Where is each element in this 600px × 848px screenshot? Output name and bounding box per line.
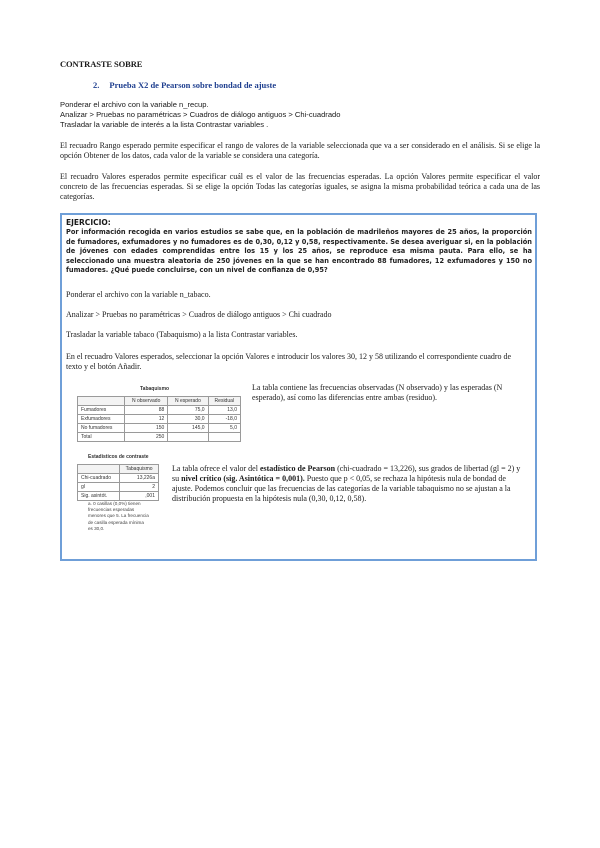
table-cell: Sig. asintót. xyxy=(78,492,120,501)
exercise-step-3: Trasladar la variable tabaco (Tabaquismo) a la lista Contrastar variables. xyxy=(66,330,298,339)
table-row xyxy=(78,474,159,483)
table-cell: 88 xyxy=(125,406,168,415)
table-cell: gl xyxy=(78,483,120,492)
table-cell: Fumadores xyxy=(78,406,125,415)
table-header-row xyxy=(78,397,241,406)
table-cell: -18,0 xyxy=(208,415,240,424)
table-header-cell: N observado xyxy=(125,397,168,406)
table-cell xyxy=(208,433,240,442)
table-cell: 2 xyxy=(120,483,159,492)
paragraph-valores-esperados: El recuadro Valores esperados permite especificar cuál es el valor de las frecuencias esperadas. La opción Valores permite especificar el valor concreto de las frecuencias esperadas. Si se elige la opción Todas las categorías iguales, se asigna la misma probabilidad teórica a cada una de las categorías. xyxy=(60,172,540,201)
table-cell: 5,0 xyxy=(208,424,240,433)
table-tabaquismo-comment: La tabla contiene las frecuencias observadas (N observado) y las esperadas (N esperado), así como las diferencias entre ambas (residuo). xyxy=(252,383,503,402)
intro-line-3: Trasladar la variable de interés a la lista Contrastar variables . xyxy=(60,120,269,129)
table-row xyxy=(78,406,241,415)
comment-text: Puesto que p < 0,05, se rechaza la hipótesis nula de bondad de ajuste. Podemos concluir que las frecuencias de las categorías de la variable tabaquismo no se ajustan a la distribución propuesta en la hipótesis nula (0,30, 0,12, 0,58). xyxy=(172,474,511,503)
comment-bold: estadístico de Pearson xyxy=(259,464,336,473)
table-cell: 150 xyxy=(125,424,168,433)
exercise-step-1: Ponderar el archivo con la variable n_tabaco. xyxy=(66,290,211,299)
table-cell: 250 xyxy=(125,433,168,442)
table-header-cell xyxy=(78,397,125,406)
section-number: 2. xyxy=(93,80,100,90)
table-estadisticos-comment xyxy=(172,464,528,504)
table-cell: 75,0 xyxy=(168,406,208,415)
table-row xyxy=(78,433,241,442)
table-estadisticos-footnote: a. 0 casillas (0,0%) tienen frecuencias esperadas menores que 5. La frecuencia de casilla esperada mínima es 30,0. xyxy=(88,501,149,531)
table-tabaquismo xyxy=(77,396,241,442)
table-cell: Exfumadores xyxy=(78,415,125,424)
table-cell: No fumadores xyxy=(78,424,125,433)
exercise-label: EJERCICIO: xyxy=(66,218,111,227)
comment-bold: nivel crítico (sig. Asintótica = 0,001). xyxy=(181,474,305,483)
table-header-cell: N esperado xyxy=(168,397,208,406)
table-header-cell xyxy=(78,465,120,474)
table-header-cell: Residual xyxy=(208,397,240,406)
table-cell: 145,0 xyxy=(168,424,208,433)
comment-text: (chi-cuadrado = 13,226), sus grados de libertad (gl = 2) y su xyxy=(172,464,521,483)
table-cell: Chi-cuadrado xyxy=(78,474,120,483)
table-row xyxy=(78,424,241,433)
intro-line-1: Ponderar el archivo con la variable n_recup. xyxy=(60,100,209,109)
exercise-statement: Por información recogida en varios estudios se sabe que, en la población de madrileños mayores de 25 años, la proporción de fumadores, exfumadores y no fumadores es de 0,30, 0,12 y 0,58, respectivamente. Se desea averiguar si, en la población de jóvenes con edades comprendidas entre los 15 y los 25 años, se reproduce esa misma pauta. Para ello, se ha seleccionado una muestra aleatoria de 250 jóvenes en la que se han encontrado 88 fumadores, 12 exfumadores y 150 no fumadores. ¿Qué puede concluirse, con un nivel de confianza de 0,95? xyxy=(66,228,532,275)
table-row xyxy=(78,415,241,424)
table-cell: ,001 xyxy=(120,492,159,501)
table-cell: 13,0 xyxy=(208,406,240,415)
table-cell: 13,226a xyxy=(120,474,159,483)
table-cell xyxy=(168,433,208,442)
section-subheading xyxy=(93,80,276,90)
comment-text: La tabla ofrece el valor del xyxy=(172,464,260,473)
table-cell: 30,0 xyxy=(168,415,208,424)
intro-line-2: Analizar > Pruebas no paramétricas > Cuadros de diálogo antiguos > Chi-cuadrado xyxy=(60,110,341,119)
table-row xyxy=(78,492,159,501)
paragraph-rango-esperado: El recuadro Rango esperado permite especificar el rango de valores de la variable seleccionada que va a ser considerado en el análisis. Si se elige la opción Obtener de los datos, cada valor de la variable se considera una categoría. xyxy=(60,141,540,160)
table-header-cell: Tabaquismo xyxy=(120,465,159,474)
document-heading: CONTRASTE SOBRE xyxy=(60,59,143,69)
exercise-step-2: Analizar > Pruebas no paramétricas > Cuadros de diálogo antiguos > Chi cuadrado xyxy=(66,310,332,319)
table-cell: Total xyxy=(78,433,125,442)
table-header-row xyxy=(78,465,159,474)
table-estadisticos-title: Estadísticos de contraste xyxy=(88,454,149,460)
exercise-step-4: En el recuadro Valores esperados, seleccionar la opción Valores e introducir los valores 30, 12 y 58 utilizando el correspondiente cuadro de texto y el botón Añadir. xyxy=(66,352,512,371)
section-title: Prueba X2 de Pearson sobre bondad de ajuste xyxy=(109,80,277,90)
table-cell: 12 xyxy=(125,415,168,424)
table-row xyxy=(78,483,159,492)
table-tabaquismo-title: Tabaquismo xyxy=(140,386,170,392)
table-estadisticos xyxy=(77,464,159,501)
